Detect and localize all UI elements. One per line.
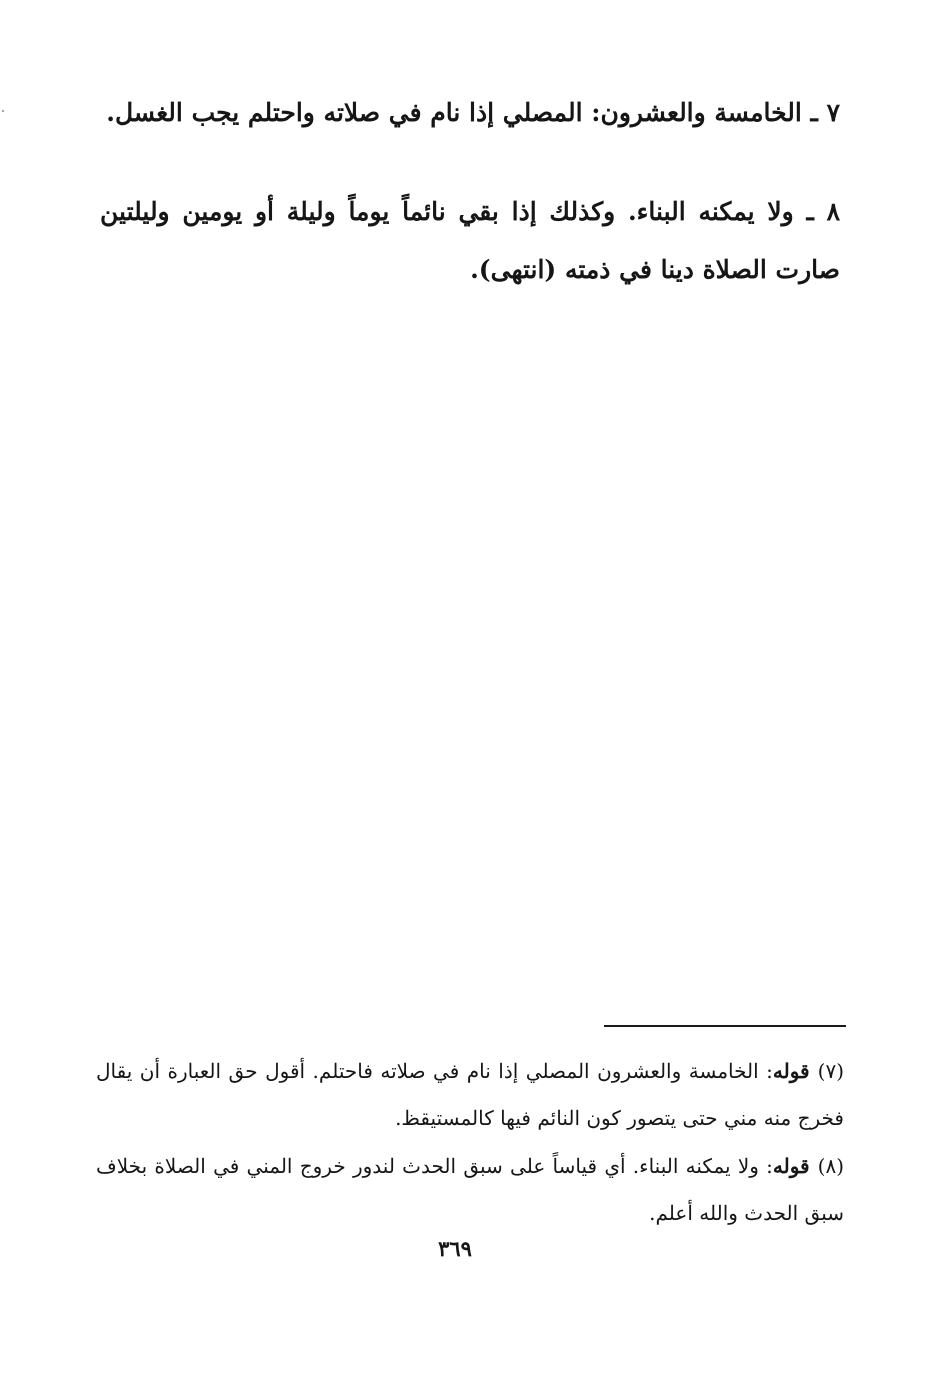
page-number: ٣٦٩ (438, 1236, 472, 1261)
footnote-marker: (٨) (817, 1154, 844, 1178)
footnote-text: : الخامسة والعشرون المصلي إذا نام في صلاته فاحتلم. أقول حق العبارة أن يقال فخرج منه مني حتى يتصور كون النائم فيها كالمستيقظ. (96, 1059, 844, 1130)
main-item-7: ٧ ـ الخامسة والعشرون: المصلي إذا نام في صلاته واحتلم يجب الغسل. (106, 98, 840, 127)
footnote-keyword: قوله (772, 1154, 810, 1178)
footnote-8 (96, 1143, 844, 1237)
scan-speck (2, 110, 4, 112)
footnote-keyword: قوله (772, 1059, 810, 1083)
footnote-7 (96, 1048, 844, 1142)
footnote-separator (604, 1025, 846, 1027)
main-item-8: ٨ ـ ولا يمكنه البناء. وكذلك إذا بقي نائماً يوماً وليلة أو يومين وليلتين صارت الصلاة دينا في ذمته (انتهى). (100, 197, 841, 284)
footnote-text: : ولا يمكنه البناء. أي قياساً على سبق الحدث لندور خروج المني في الصلاة بخلاف سبق الحدث والله أعلم. (96, 1154, 844, 1225)
footnote-marker: (٧) (817, 1059, 844, 1083)
